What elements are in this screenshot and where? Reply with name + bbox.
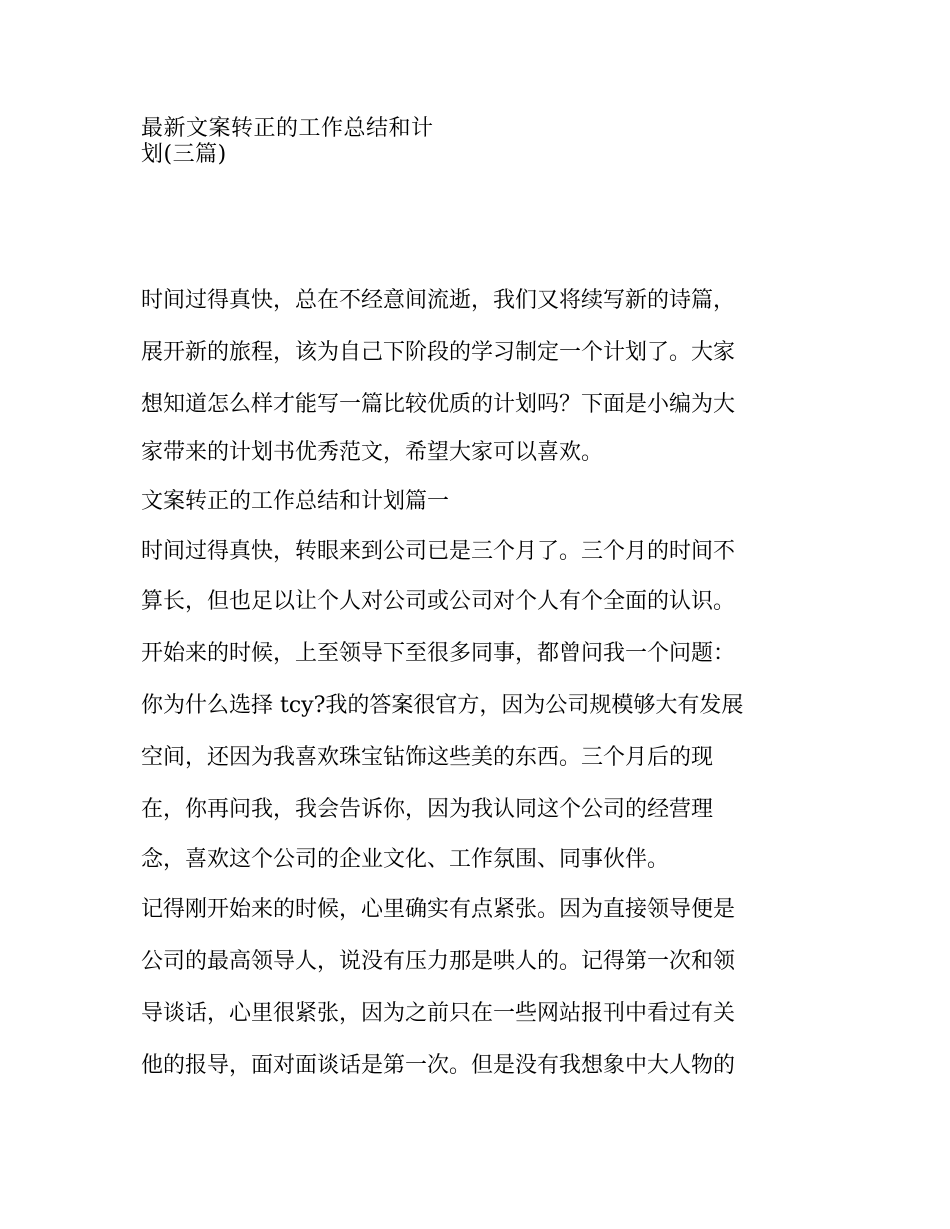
paragraph-line: 时间过得真快，转眼来到公司已是三个月了。三个月的时间不 [141,539,736,564]
section-heading: 文案转正的工作总结和计划篇一 [141,489,450,514]
paragraph-line: 公司的最高领导人，说没有压力那是哄人的。记得第一次和领 [141,949,736,974]
title-line: 最新文案转正的工作总结和计 [141,116,434,141]
intro-line: 时间过得真快，总在不经意间流逝，我们又将续写新的诗篇， [141,288,736,313]
intro-line: 家带来的计划书优秀范文，希望大家可以喜欢。 [141,440,604,465]
title-line: 划(三篇) [141,142,227,167]
paragraph-line: 记得刚开始来的时候，心里确实有点紧张。因为直接领导便是 [141,897,736,922]
document-title [141,116,821,168]
paragraph-line: 他的报导，面对面谈话是第一次。但是没有我想象中大人物的 [141,1053,736,1078]
intro-line: 展开新的旅程，该为自己下阶段的学习制定一个计划了。大家 [141,340,736,365]
paragraph-line: 你为什么选择 tcy?我的答案很官方，因为公司规模够大有发展 [141,693,744,718]
paragraph-line: 导谈话，心里很紧张，因为之前只在一些网站报刊中看过有关 [141,1001,736,1026]
paragraph-line: 开始来的时候，上至领导下至很多同事，都曾问我一个问题： [141,641,736,666]
paragraph-line: 空间，还因为我喜欢珠宝钻饰这些美的东西。三个月后的现 [141,745,714,770]
paragraph-line: 在，你再问我，我会告诉你，因为我认同这个公司的经营理 [141,797,714,822]
paragraph-line: 念，喜欢这个公司的企业文化、工作氛围、同事伙伴。 [141,847,670,872]
intro-line: 想知道怎么样才能写一篇比较优质的计划吗？下面是小编为大 [141,392,736,417]
paragraph-line: 算长，但也足以让个人对公司或公司对个人有个全面的认识。 [141,589,736,614]
